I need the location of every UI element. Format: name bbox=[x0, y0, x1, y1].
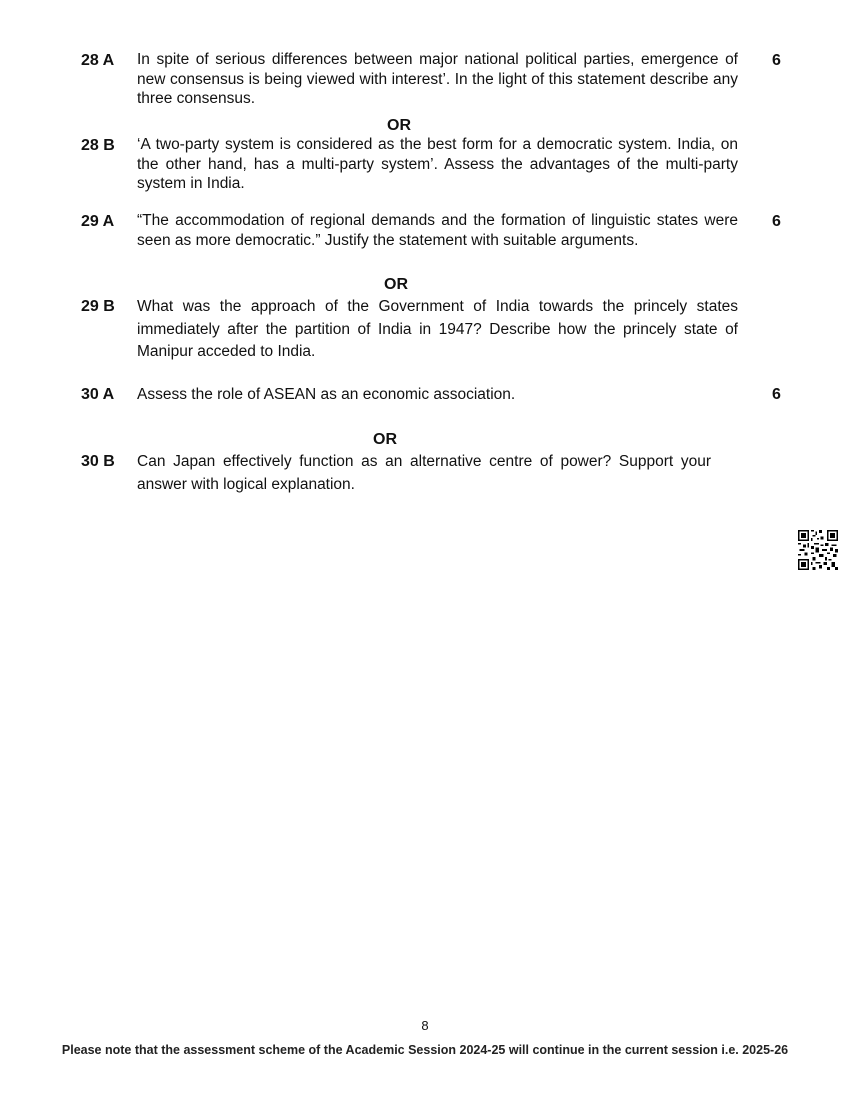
question-number-28a: 28 A bbox=[81, 52, 115, 69]
question-number-30a: 30 A bbox=[81, 386, 115, 403]
marks-29: 6 bbox=[772, 213, 781, 230]
or-separator-28: OR bbox=[387, 117, 411, 134]
marks-30: 6 bbox=[772, 386, 781, 403]
question-text-28b: ‘A two-party system is considered as the best form for a democratic system. India, on the other hand, has a multi-party system’. Assess the advantages of the multi-party system in India. bbox=[137, 136, 738, 192]
question-text-30b: Can Japan effectively function as an alternative centre of power? Support your answer with logical explanation. bbox=[137, 453, 711, 493]
question-text-29a: “The accommodation of regional demands and the formation of linguistic states were seen as more democratic.” Justify the statement with suitable arguments. bbox=[137, 212, 738, 249]
or-separator-30: OR bbox=[373, 431, 397, 448]
question-number-29b: 29 B bbox=[81, 298, 115, 315]
qr-code-icon bbox=[798, 530, 838, 570]
footer-note: Please note that the assessment scheme of the Academic Session 2024-25 will continue in the current session i.e. 2025-26 bbox=[61, 1043, 789, 1057]
or-separator-29: OR bbox=[384, 276, 408, 293]
question-number-29a: 29 A bbox=[81, 213, 115, 230]
question-number-30b: 30 B bbox=[81, 453, 115, 470]
marks-28: 6 bbox=[772, 52, 781, 69]
question-text-28a: In spite of serious differences between major national political parties, emergence of new consensus is being viewed with interest’. In the light of this statement describe any three consensus. bbox=[137, 51, 738, 107]
page-number: 8 bbox=[421, 1018, 429, 1033]
question-text-30a: Assess the role of ASEAN as an economic association. bbox=[137, 386, 516, 403]
question-text-29b: What was the approach of the Government of India towards the princely states immediately after the partition of India in 1947? Describe how the princely state of Manipur acceded to India. bbox=[137, 298, 738, 360]
question-number-28b: 28 B bbox=[81, 137, 115, 154]
